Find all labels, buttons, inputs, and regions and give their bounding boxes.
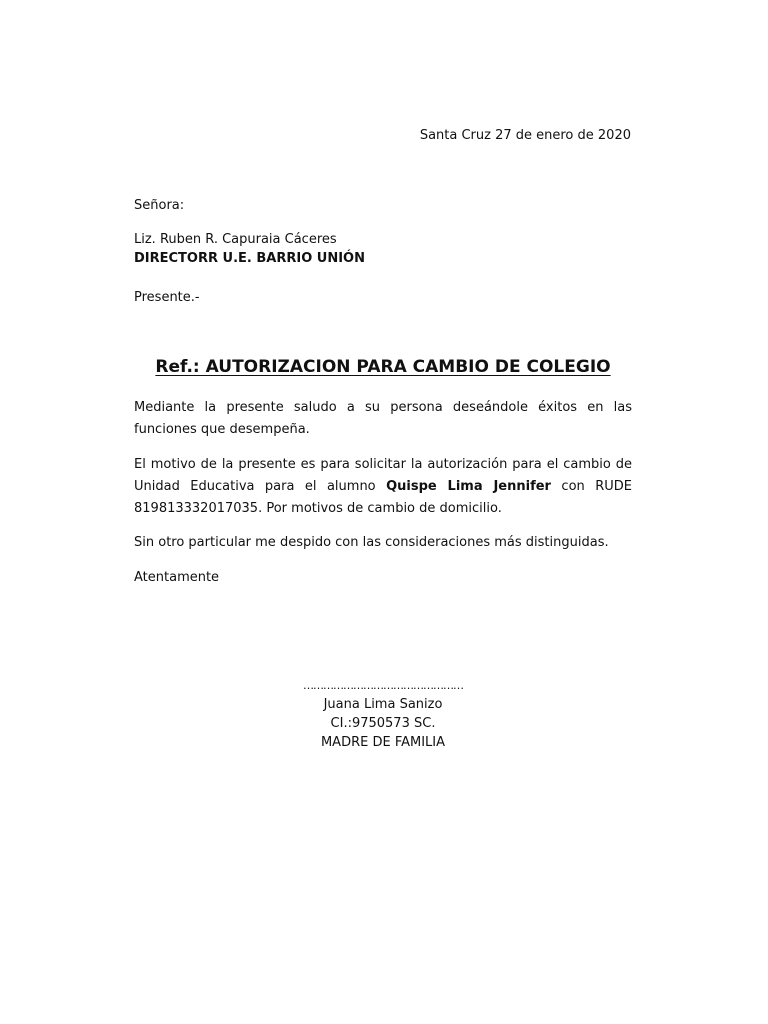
paragraph-greeting: Mediante la presente saludo a su persona deseándole éxitos en las funciones que desempeña. [134,400,632,437]
recipient-name: Liz. Ruben R. Capuraia Cáceres [134,232,337,247]
recipient-block [134,230,365,268]
paragraph-request-intro: El motivo de la presente es para solicitar la autorización para el cambio de Unidad Educativa para el alumno [134,457,632,494]
signature-block [233,676,533,752]
signature-line: ………………………………………… [303,679,463,692]
recipient-title: DIRECTORR U.E. BARRIO UNIÓN [134,251,365,266]
closing: Atentamente [134,570,220,585]
salutation: Señora: [134,198,185,213]
letter-date: Santa Cruz 27 de enero de 2020 [419,128,631,143]
student-name: Quispe Lima Jennifer [386,479,551,494]
rude-number: con RUDE 819813332017035 [134,479,632,516]
signer-role: MADRE DE FAMILIA [320,735,446,750]
presente-line: Presente.- [134,290,200,305]
paragraph-farewell: Sin otro particular me despido con las consideraciones más distinguidas. [134,535,609,550]
signer-ci: CI.:9750573 SC. [330,716,436,731]
reference-heading: Ref.: AUTORIZACION PARA CAMBIO DE COLEGIO [155,357,611,377]
paragraph-request-reason: . Por motivos de cambio de domicilio. [258,501,502,516]
paragraph-request [134,454,632,520]
signer-name: Juana Lima Sanizo [323,697,443,712]
